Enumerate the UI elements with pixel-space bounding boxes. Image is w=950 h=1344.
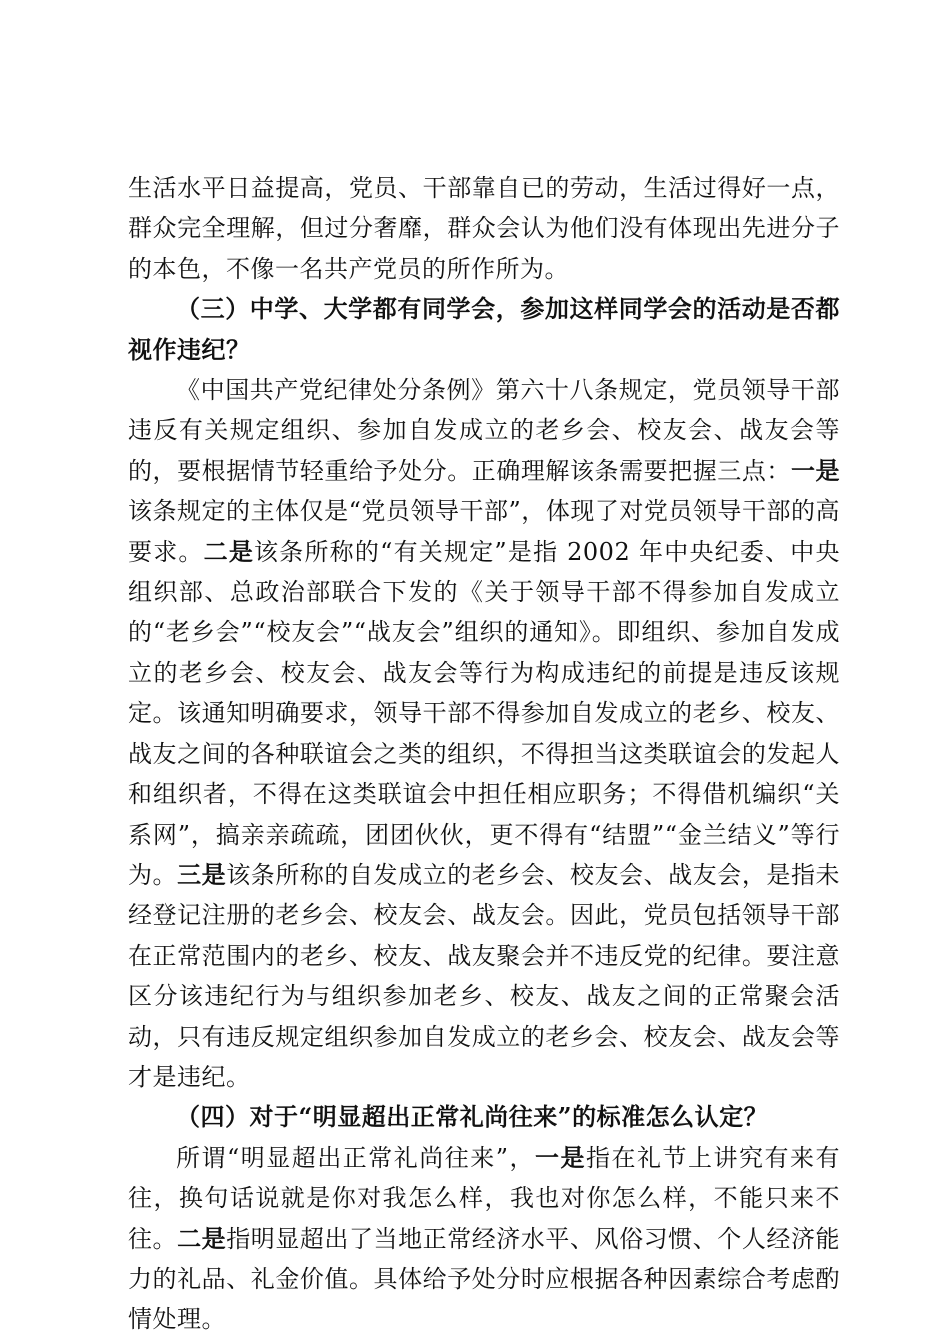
body-paragraph xyxy=(128,370,840,1097)
emphasis-text: （四）对于“明显超出正常礼尚往来”的标准怎么认定？ xyxy=(176,1102,769,1132)
paragraph-text: 所谓“明显超出正常礼尚往来”， xyxy=(176,1143,536,1172)
emphasis-text: 二是 xyxy=(203,536,255,566)
emphasis-text: 一是 xyxy=(790,455,841,485)
section-heading xyxy=(128,289,840,370)
paragraph-text: 该条所称的“有关规定”是指 2002 年中央纪委、中央组织部、总政治部联合下发的《关于领导干部不得参加自发成立的“老乡会”“校友会”“战友会”组织的通知》。即组织、参加自发成立的老乡会、校友会、战友会等行为构成违纪的前提是违反该规定。该通知明确要求，领导干部不得参加自发成立的老乡、校友、战友之间的各种联谊会之类的组织，不得担当这类联谊会的发起人和组织者，不得在这类联谊会中担任相应职务；不得借机编织“关系网”，搞亲亲疏疏，团团伙伙，更不得有“结盟”“金兰结义”等行为。 xyxy=(128,537,841,889)
emphasis-text: 一是 xyxy=(535,1142,587,1172)
body-paragraph xyxy=(128,168,840,289)
section-heading xyxy=(128,1097,840,1137)
paragraph-text: 指明显超出了当地正常经济水平、风俗习惯、个人经济能力的礼品、礼金价值。具体给予处分时应根据各种因素综合考虑酌情处理。 xyxy=(128,1224,841,1334)
document-body xyxy=(128,168,840,1340)
emphasis-text: 三是 xyxy=(177,859,227,889)
emphasis-text: 二是 xyxy=(177,1223,227,1253)
paragraph-text: 《中国共产党纪律处分条例》第六十八条规定，党员领导干部违反有关规定组织、参加自发成立的老乡会、校友会、战友会等的，要根据情节轻重给予处分。正确理解该条需要把握三点： xyxy=(128,376,840,485)
paragraph-text: 生活水平日益提高，党员、干部靠自已的劳动，生活过得好一点，群众完全理解，但过分奢靡，群众会认为他们没有体现出先进分子的本色，不像一名共产党员的所作所为。 xyxy=(128,174,840,283)
paragraph-text: 该条所称的自发成立的老乡会、校友会、战友会，是指未经登记注册的老乡会、校友会、战友会。因此，党员包括领导干部在正常范围内的老乡、校友、战友聚会并不违反党的纪律。要注意区分该违纪行为与组织参加老乡、校友、战友之间的正常聚会活动，只有违反规定组织参加自发成立的老乡会、校友会、战友会等才是违纪。 xyxy=(128,860,841,1091)
body-paragraph xyxy=(128,1138,840,1340)
paragraph-text: 该条规定的主体仅是“党员领导干部”，体现了对党员领导干部的高要求。 xyxy=(128,497,840,566)
paragraph-text: 指在礼节上讲究有来有往，换句话说就是你对我怎么样，我也对你怎么样，不能只来不往。 xyxy=(128,1143,840,1253)
emphasis-text: （三）中学、大学都有同学会，参加这样同学会的活动是否都视作违纪？ xyxy=(128,294,840,364)
